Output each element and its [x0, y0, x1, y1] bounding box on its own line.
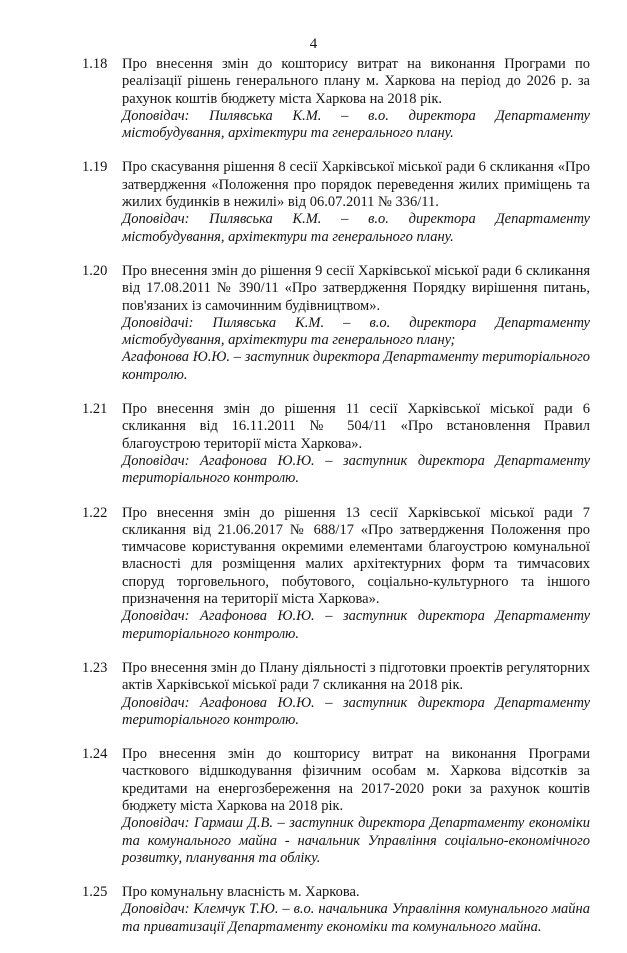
- item-title: Про внесення змін до кошторису витрат на виконання Програми по реалізації рішень генерального плану м. Харкова на період до 2026 р. за рахунок коштів бюджету міста Харкова на 2018 рік.: [122, 56, 590, 107]
- item-number: 1.19: [82, 159, 108, 176]
- item-body: [122, 56, 590, 142]
- item-reporter: Доповідач: Пилявська К.М. – в.о. директора Департаменту містобудування, архітектури та генерального плану.: [122, 211, 590, 245]
- agenda-item: [82, 159, 590, 245]
- agenda-item: [82, 746, 590, 867]
- item-reporter: Доповідач: Пилявська К.М. – в.о. директора Департаменту містобудування, архітектури та генерального плану.: [122, 107, 590, 142]
- item-reporter: Агафонова Ю.Ю. – заступник директора Департаменту територіального контролю.: [122, 349, 590, 383]
- item-body: [122, 401, 590, 487]
- agenda-items: [82, 56, 590, 953]
- item-number: 1.24: [82, 746, 108, 763]
- item-body: [122, 159, 590, 245]
- item-number: 1.20: [82, 262, 108, 279]
- agenda-item: [82, 660, 590, 729]
- item-reporter: Доповідачі: Пилявська К.М. – в.о. директора Департаменту містобудування, архітектури та генерального плану;: [122, 314, 590, 349]
- agenda-item: [82, 505, 590, 643]
- item-title: Про внесення змін до рішення 9 сесії Харківської міської ради 6 скликання від 17.08.2011 № 390/11 «Про затвердження Порядку вирішення питань, пов'язаних із самочинним будівництвом».: [122, 262, 590, 314]
- item-number: 1.22: [82, 504, 108, 521]
- page-number: 4: [309, 36, 318, 52]
- item-body: [122, 660, 590, 729]
- item-body: [122, 884, 590, 936]
- item-title: Про комунальну власність м. Харкова.: [122, 884, 360, 901]
- item-reporter: Доповідач: Агафонова Ю.Ю. – заступник директора Департаменту територіального контролю.: [122, 694, 590, 728]
- item-number: 1.21: [82, 401, 108, 418]
- item-reporter: Доповідач: Клемчук Т.Ю. – в.о. начальника Управління комунального майна та приватизації Департаменту економіки та комунального майна.: [122, 901, 590, 935]
- item-title: Про внесення змін до рішення 11 сесії Харківської міської ради 6 скликання від 16.11.2011 № 504/11 «Про встановлення Правил благоустрою території міста Харкова».: [122, 401, 590, 452]
- item-body: [122, 263, 590, 384]
- agenda-item: [82, 56, 590, 142]
- agenda-item: [82, 884, 590, 936]
- item-title: Про внесення змін до кошторису витрат на виконання Програми часткового відшкодування фізичним особам м. Харкова відсотків за кредитами на енергозбереження на 2017-2020 роки за рахунок коштів бюджету міста Харкова на 2018 рік.: [122, 746, 590, 814]
- agenda-item: [82, 401, 590, 487]
- item-number: 1.23: [82, 659, 108, 676]
- item-title: Про внесення змін до рішення 13 сесії Харківської міської ради 7 скликання від 21.06.2017 № 688/17 «Про затвердження Положення про тимчасове користування окремими елементами благоустрою комунальної власності для розміщення малих архітектурних форм та тимчасових споруд торговельного, побутового, соціально-культурного та іншого призначення на території міста Харкова».: [122, 504, 590, 608]
- item-number: 1.25: [82, 884, 108, 901]
- item-number: 1.18: [82, 56, 108, 72]
- item-title: Про скасування рішення 8 сесії Харківської міської ради 6 скликання «Про затвердження «Положення про порядок переведення жилих приміщень та жилих будинків в нежилі» від 06.07.2011 № 336/11.: [122, 159, 590, 211]
- item-reporter: Доповідач: Агафонова Ю.Ю. – заступник директора Департаменту територіального контролю.: [122, 608, 590, 642]
- item-body: [122, 746, 590, 867]
- item-title: Про внесення змін до Плану діяльності з підготовки проектів регуляторних актів Харківської міської ради 7 скликання на 2018 рік.: [122, 659, 590, 694]
- item-body: [122, 505, 590, 643]
- agenda-item: [82, 263, 590, 384]
- item-reporter: Доповідач: Агафонова Ю.Ю. – заступник директора Департаменту територіального контролю.: [122, 452, 590, 487]
- item-reporter: Доповідач: Гармаш Д.В. – заступник директора Департаменту економіки та комунального майна - начальник Управління соціально-економічного розвитку, планування та обліку.: [122, 815, 590, 866]
